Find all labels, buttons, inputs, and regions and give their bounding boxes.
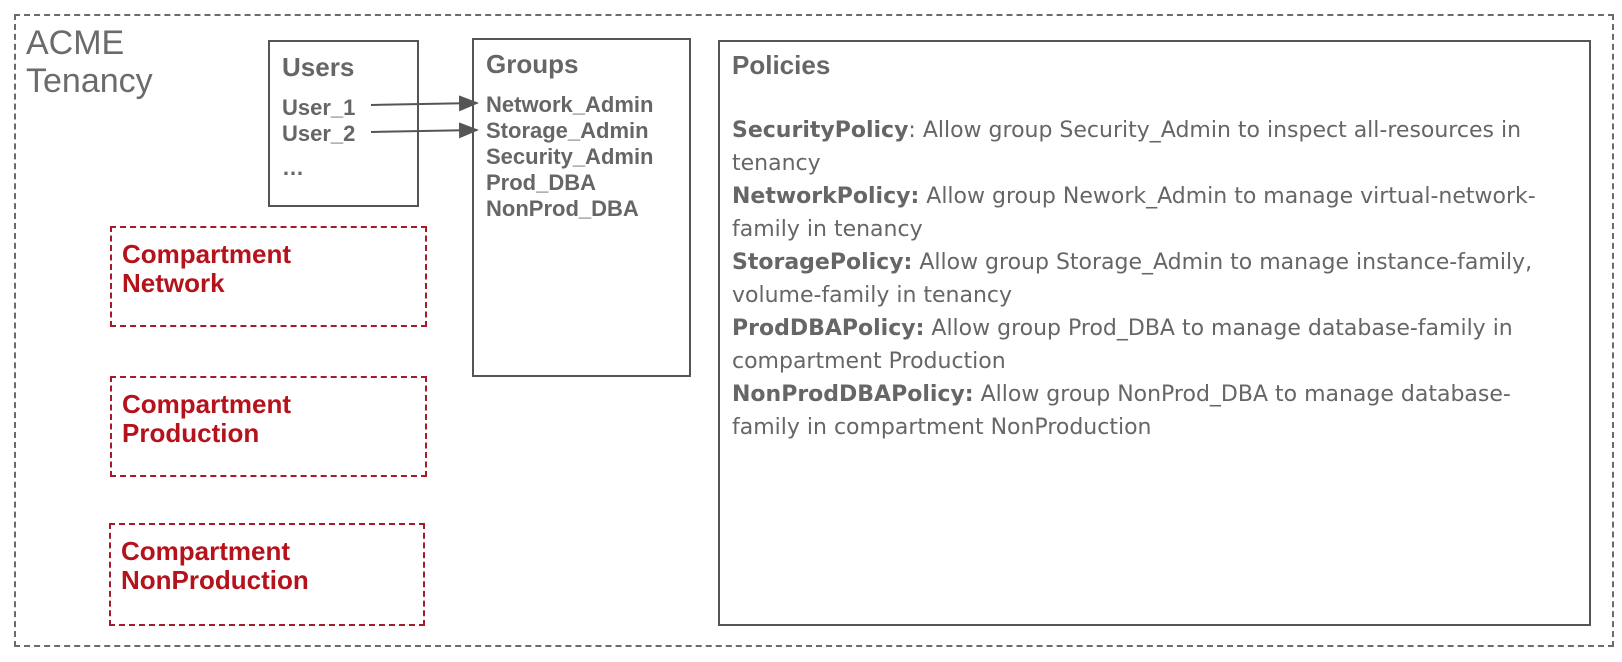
policy-text: : Allow group Security_Admin to inspect all-resources in tenancy bbox=[732, 118, 1522, 176]
users-title: Users bbox=[282, 52, 355, 82]
tenancy-title-line1: ACME bbox=[26, 24, 125, 62]
policy-item bbox=[732, 312, 1577, 378]
policy-name: NetworkPolicy: bbox=[732, 184, 920, 209]
group-item: Prod_DBA bbox=[486, 170, 597, 195]
compartment-label-line1: Compartment bbox=[122, 239, 292, 269]
group-item: Network_Admin bbox=[486, 92, 654, 117]
policies-list bbox=[732, 114, 1577, 444]
policy-name: NonProdDBAPolicy: bbox=[732, 382, 974, 407]
users-box bbox=[268, 40, 419, 207]
user-item: User_2 bbox=[282, 121, 356, 146]
policy-name: StoragePolicy: bbox=[732, 250, 913, 275]
policy-name: ProdDBAPolicy: bbox=[732, 316, 925, 341]
policy-text: Allow group Nework_Admin to manage virtual-network-family in tenancy bbox=[732, 184, 1536, 242]
compartment-production-label bbox=[122, 390, 382, 448]
policy-text: Allow group NonProd_DBA to manage database-family in compartment NonProduction bbox=[732, 382, 1511, 440]
compartment-label-line1: Compartment bbox=[121, 536, 291, 566]
users-more: … bbox=[282, 155, 304, 180]
group-item: Security_Admin bbox=[486, 144, 654, 169]
compartment-label-line2: Production bbox=[122, 418, 260, 448]
compartment-production bbox=[110, 376, 427, 477]
policy-name: SecurityPolicy bbox=[732, 118, 909, 143]
group-item: Storage_Admin bbox=[486, 118, 649, 143]
tenancy-title-line2: Tenancy bbox=[26, 62, 153, 100]
compartment-network-label bbox=[122, 240, 382, 298]
compartment-label-line1: Compartment bbox=[122, 389, 292, 419]
policy-item bbox=[732, 246, 1577, 312]
users-list bbox=[282, 95, 355, 181]
groups-list bbox=[486, 92, 654, 222]
policy-item bbox=[732, 114, 1577, 180]
groups-box bbox=[472, 38, 691, 377]
policy-item bbox=[732, 378, 1577, 444]
policy-item bbox=[732, 180, 1577, 246]
groups-title: Groups bbox=[486, 49, 579, 79]
tenancy-title bbox=[26, 24, 226, 100]
policies-title: Policies bbox=[732, 50, 831, 80]
policy-text: Allow group Storage_Admin to manage instance-family, volume-family in tenancy bbox=[732, 250, 1533, 308]
policies-box bbox=[718, 40, 1591, 626]
user-item: User_1 bbox=[282, 95, 356, 120]
compartment-nonproduction bbox=[109, 523, 425, 626]
compartment-nonproduction-label bbox=[121, 537, 381, 595]
policy-text: Allow group Prod_DBA to manage database-family in compartment Production bbox=[732, 316, 1513, 374]
compartment-network bbox=[110, 226, 427, 327]
group-item: NonProd_DBA bbox=[486, 196, 639, 221]
compartment-label-line2: Network bbox=[122, 268, 225, 298]
compartment-label-line2: NonProduction bbox=[121, 565, 309, 595]
